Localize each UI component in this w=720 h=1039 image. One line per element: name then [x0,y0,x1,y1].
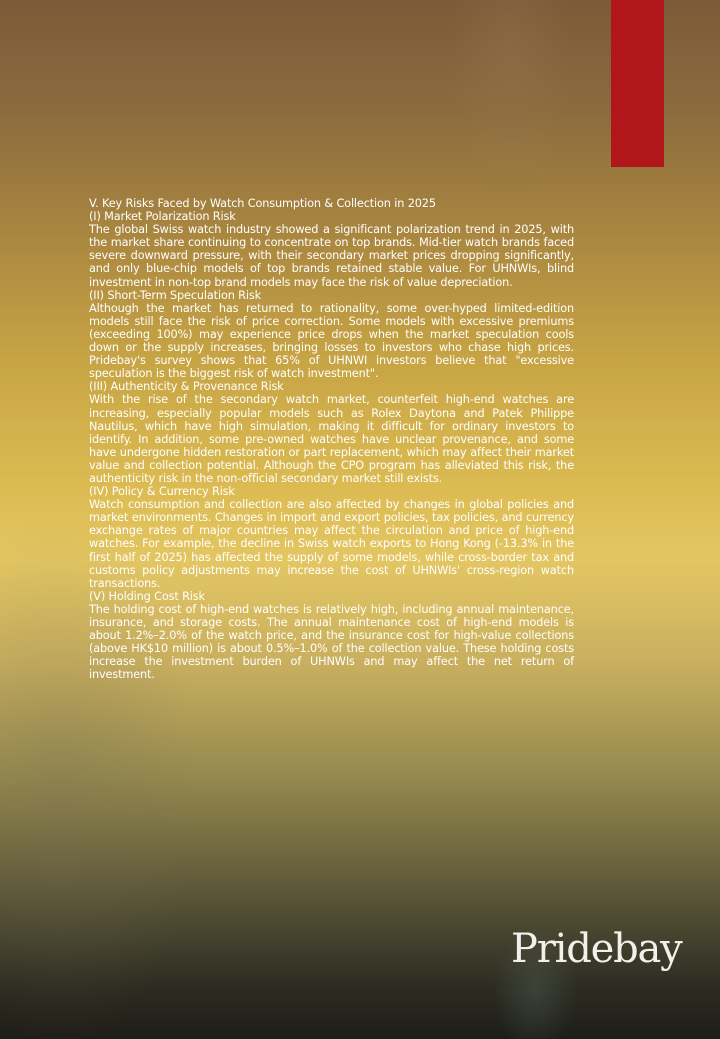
section-body-authenticity: With the rise of the secondary watch market, counterfeit high-end watches are increasing, especially popular models such as Rolex Daytona and Patek Philippe Nautilus, which have high simulation, making it difficult for ordinary investors to identify. In addition, some pre-owned watches have unclear provenance, and some have undergone hidden restoration or part replacement, which may affect their market value and collection potential. Although the CPO program has alleviated this risk, the authenticity risk in the non-official secondary market still exists. [89,393,574,485]
section-heading-holding-cost: (V) Holding Cost Risk [89,589,205,603]
section-heading-policy-currency: (IV) Policy & Currency Risk [89,485,235,499]
red-bookmark-tab [611,0,664,167]
document-title: V. Key Risks Faced by Watch Consumption & Collection in 2025 [89,197,436,210]
section-body-policy-currency: Watch consumption and collection are also affected by changes in global policies and market environments. Changes in import and export policies, tax policies, and currency exchange rates of major countries may affect the circulation and price of high-end watches. For example, the decline in Swiss watch exports to Hong Kong (-13.3% in the first half of 2025) has affected the supply of some models, while cross-border tax and customs policy adjustments may increase the cost of UHNWIs' cross-region watch transactions. [89,498,574,590]
section-heading-market-polarization: (I) Market Polarization Risk [89,210,236,224]
section-body-speculation: Although the market has returned to rationality, some over-hyped limited-edition models still face the risk of price correction. Some models with excessive premiums (exceeding 100%) may experience price drops when the market speculation cools down or the supply increases, bringing losses to investors who chase high prices. Pridebay's survey shows that 65% of UHNWI investors believe that "excessive speculation is the biggest risk of watch investment". [89,301,574,381]
pridebay-logo: Pridebay [511,926,682,972]
section-body-market-polarization: The global Swiss watch industry showed a significant polarization trend in 2025, with the market share continuing to concentrate on top brands. Mid-tier watch brands faced severe downward pressure, with their secondary market prices dropping significantly, and only blue-chip models of top brands retained stable value. For UHNWIs, blind investment in non-top brand models may face the risk of value depreciation. [89,223,574,289]
section-body-holding-cost: The holding cost of high-end watches is relatively high, including annual maintenance, insurance, and storage costs. The annual maintenance cost of high-end models is about 1.2%–2.0% of the watch price, and the insurance cost for high-value collections (above HK$10 million) is about 0.5%–1.0% of the collection value. These holding costs increase the investment burden of UHNWIs and may affect the net return of investment. [89,602,574,682]
section-heading-authenticity: (III) Authenticity & Provenance Risk [89,380,284,394]
section-heading-speculation: (II) Short-Term Speculation Risk [89,288,261,302]
document-body [89,197,574,681]
